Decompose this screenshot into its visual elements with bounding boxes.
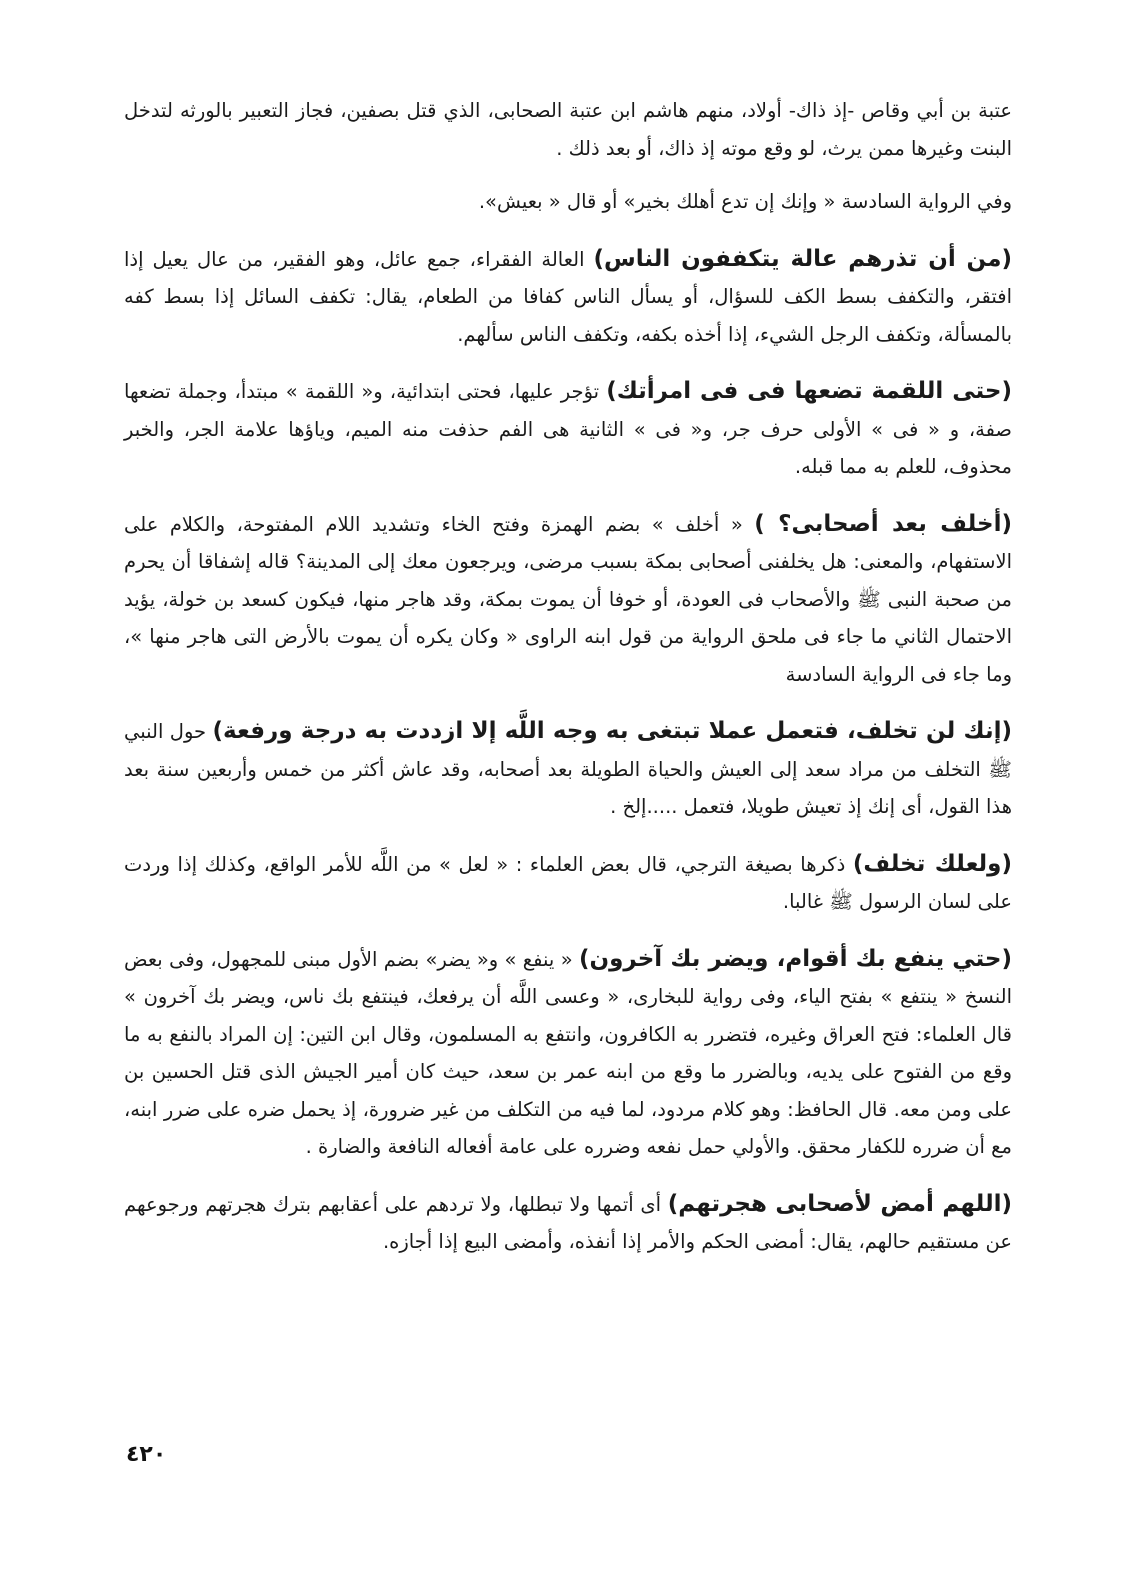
paragraph-7-text: ذكرها بصيغة الترجي، قال بعض العلماء : « لعل » من اللَّه للأمر الواقع، وكذلك إذا وردت على لسان الرسول ﷺ غالبا. [124,852,1012,913]
paragraph-5-text: « أخلف » بضم الهمزة وفتح الخاء وتشديد اللام المفتوحة، والكلام على الاستفهام، والمعنى: هل يخلفنى أصحابى بمكة بسبب مرضى، ويرجعون معك إلى المدينة؟ قاله إشفاقا أن يحرم من صحبة النبى ﷺ والأصحاب فى العودة، أو خوفا أن يموت بمكة، وقد هاجر منها، فيكون كسعد بن خولة، يؤيد الاحتمال الثاني ما جاء فى ملحق الرواية من قول ابنه الراوى « وكان يكره أن يموت بالأرض التى هاجر منها »، وما جاء فى الرواية السادسة [124,512,1012,686]
paragraph-3-text: العالة الفقراء، جمع عائل، وهو الفقير، من عال يعيل إذا افتقر، والتكفف بسط الكف للسؤال، أو يسأل الناس كفافا من الطعام، يقال: تكفف السائل إذا بسط كفه بالمسألة، وتكفف الرجل الشيء، إذا أخذه بكفه، وتكفف الناس سألهم. [124,247,1012,346]
paragraph-5-heading: (أخلف بعد أصحابى؟ ) [754,510,1012,537]
page-number: ٤٢٠ [126,1442,167,1467]
paragraph-3 [124,241,1012,354]
paragraph-6 [124,713,1012,826]
paragraph-2-text: وفي الرواية السادسة « وإنك إن تدع أهلك بخير» أو قال « بعيش». [478,190,1012,213]
paragraph-1 [124,92,1012,167]
paragraph-6-heading: (إنك لن تخلف، فتعمل عملا تبتغى به وجه اللَّه إلا ازددت به درجة ورفعة) [212,718,1012,744]
paragraph-6-text: حول النبي ﷺ التخلف من مراد سعد إلى العيش والحياة الطويلة بعد أصحابه، وقد عاش أكثر من خمس وأربعين سنة بعد هذا القول، أى إنك إذ تعيش طويلا، فتعمل .....إلخ . [124,720,1012,818]
paragraph-8-heading: (حتي ينفع بك أقوام، ويضر بك آخرون) [578,945,1012,972]
paragraph-2 [124,183,1012,221]
paragraph-1-text: عتبة بن أبي وقاص -إذ ذاك- أولاد، منهم هاشم ابن عتبة الصحابى، الذي قتل بصفين، فجاز التعبير بالورثه لتدخل البنت وغيرها ممن يرث، لو وقع موته إذ ذاك، أو بعد ذلك . [124,99,1012,160]
paragraph-9-text: أى أتمها ولا تبطلها، ولا تردهم على أعقابهم بترك هجرتهم ورجوعهم عن مستقيم حالهم، يقال: أمضى الحكم والأمر إذا أنفذه، وأمضى البيع إذا أجازه. [124,1192,1012,1253]
paragraph-4 [124,373,1012,486]
paragraph-3-heading: (من أن تذرهم عالة يتكففون الناس) [593,245,1012,272]
paragraph-4-heading: (حتى اللقمة تضعها فى فى امرأتك) [606,378,1012,404]
paragraph-9-heading: (اللهم أمض لأصحابى هجرتهم) [667,1190,1012,1217]
paragraph-7 [124,846,1012,921]
paragraph-7-heading: (ولعلك تخلف) [852,850,1012,877]
paragraph-5 [124,506,1012,694]
paragraph-8-text: « ينفع » و« يضر» بضم الأول مبنى للمجهول، وفى بعض النسخ « ينتفع » بفتح الياء، وفى رواية للبخارى، « وعسى اللَّه أن يرفعك، فينتفع بك ناس، ويضر بك آخرون » قال العلماء: فتح العراق وغيره، فتضرر به الكافرون، وانتفع به المسلمون، وقال ابن التين: إن المراد بالنفع به ما وقع من الفتوح على يديه، وبالضرر ما وقع من ابنه عمر بن سعد، حيث كان أمير الجيش الذى قتل الحسين بن على ومن معه. قال الحافظ: وهو كلام مردود، لما فيه من التكلف من غير ضرورة، إذ يحمل ضره على ضرر ابنه، مع أن ضرره للكفار محقق. والأولي حمل نفعه وضرره على عامة أفعاله النافعة والضارة . [124,947,1012,1158]
paragraph-9 [124,1186,1012,1261]
paragraph-8 [124,941,1012,1166]
paragraph-4-text: تؤجر عليها، فحتى ابتدائية، و« اللقمة » مبتدأ، وجملة تضعها صفة، و « فى » الأولى حرف جر، و« فى » الثانية هى الفم حذفت منه الميم، وياؤها علامة الجر، والخبر محذوف، للعلم به مما قبله. [124,380,1012,478]
page-body [124,92,1012,1281]
